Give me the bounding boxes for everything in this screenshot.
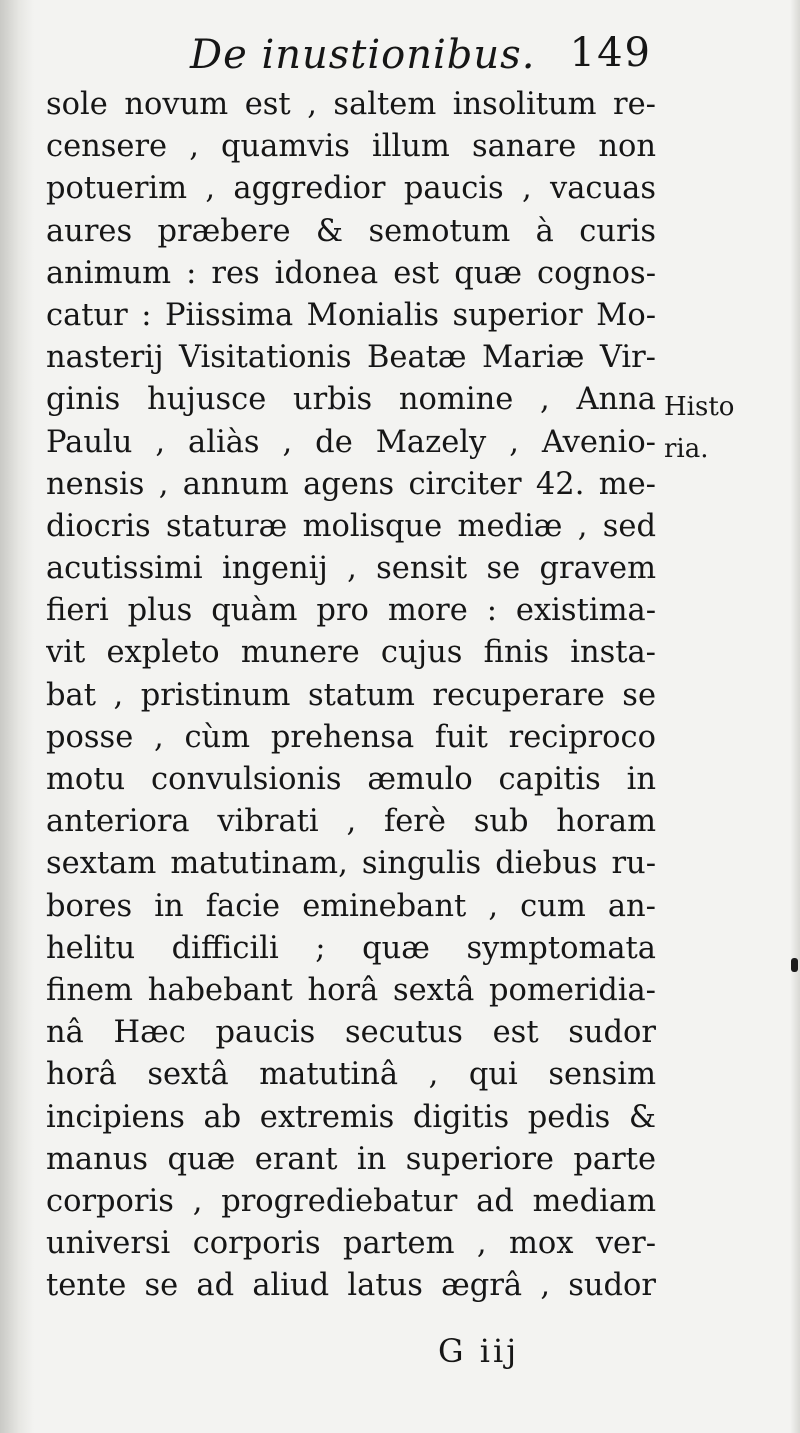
text-line: sextam matutinam, singulis diebus ru- bbox=[46, 846, 656, 882]
text-line: acutissimi ingenij , sensit se gravem bbox=[46, 551, 656, 587]
gutter-shadow bbox=[0, 0, 34, 1433]
page-number: 149 bbox=[569, 30, 652, 76]
text-line: bat , pristinum statum recuperare se bbox=[46, 677, 656, 713]
text-line: motu convulsionis æmulo capitis in bbox=[46, 762, 656, 797]
text-line: fieri plus quàm pro more : existima- bbox=[46, 593, 656, 629]
text-line: helitu difficili ; quæ symptomata bbox=[46, 930, 656, 966]
text-line: nensis , annum agens circiter 42. me- bbox=[46, 466, 656, 502]
body-text bbox=[46, 84, 656, 1307]
page-edge bbox=[790, 0, 800, 1433]
margin-note-line: ria. bbox=[664, 434, 709, 464]
running-head bbox=[40, 28, 660, 84]
text-line: diocris staturæ molisque mediæ , sed bbox=[46, 508, 656, 544]
text-line: potuerim , aggredior paucis , vacuas bbox=[46, 171, 656, 207]
text-line: nâ Hæc paucis secutus est sudor bbox=[46, 1015, 656, 1051]
text-line: censere , quamvis illum sanare non bbox=[46, 129, 656, 165]
edge-blot bbox=[791, 958, 798, 972]
margin-note-line: Histo bbox=[664, 392, 735, 422]
margin-note bbox=[664, 386, 774, 470]
text-line: finem habebant horâ sextâ pomeridia- bbox=[46, 972, 656, 1008]
text-line: posse , cùm prehensa fuit reciproco bbox=[46, 719, 656, 755]
text-line: tente se ad aliud latus ægrâ , sudor bbox=[46, 1268, 656, 1304]
text-line: sole novum est , saltem insolitum re- bbox=[46, 87, 656, 122]
running-title: De inustionibus. bbox=[190, 32, 536, 78]
text-line: vit expleto munere cujus finis insta- bbox=[46, 635, 656, 671]
text-line: aures præbere & semotum à curis bbox=[46, 213, 656, 249]
text-line: anteriora vibrati , ferè sub horam bbox=[46, 804, 656, 840]
text-line: horâ sextâ matutinâ , qui sensim bbox=[46, 1057, 656, 1093]
text-line: Paulu , aliàs , de Mazely , Avenio- bbox=[46, 424, 656, 460]
text-line: animum : res idonea est quæ cognos- bbox=[46, 255, 656, 291]
text-line: manus quæ erant in superiore parte bbox=[46, 1141, 656, 1177]
text-line: bores in facie eminebant , cum an- bbox=[46, 888, 656, 924]
signature-mark: G iij bbox=[438, 1332, 520, 1370]
text-line: catur : Piissima Monialis superior Mo- bbox=[46, 297, 656, 333]
text-line: corporis , progrediebatur ad mediam bbox=[46, 1183, 656, 1219]
text-line: nasterij Visitationis Beatæ Mariæ Vir- bbox=[46, 340, 656, 376]
text-line: ginis hujusce urbis nomine , Anna bbox=[46, 382, 656, 418]
text-line: incipiens ab extremis digitis pedis & bbox=[46, 1099, 656, 1135]
text-line: universi corporis partem , mox ver- bbox=[46, 1226, 656, 1262]
